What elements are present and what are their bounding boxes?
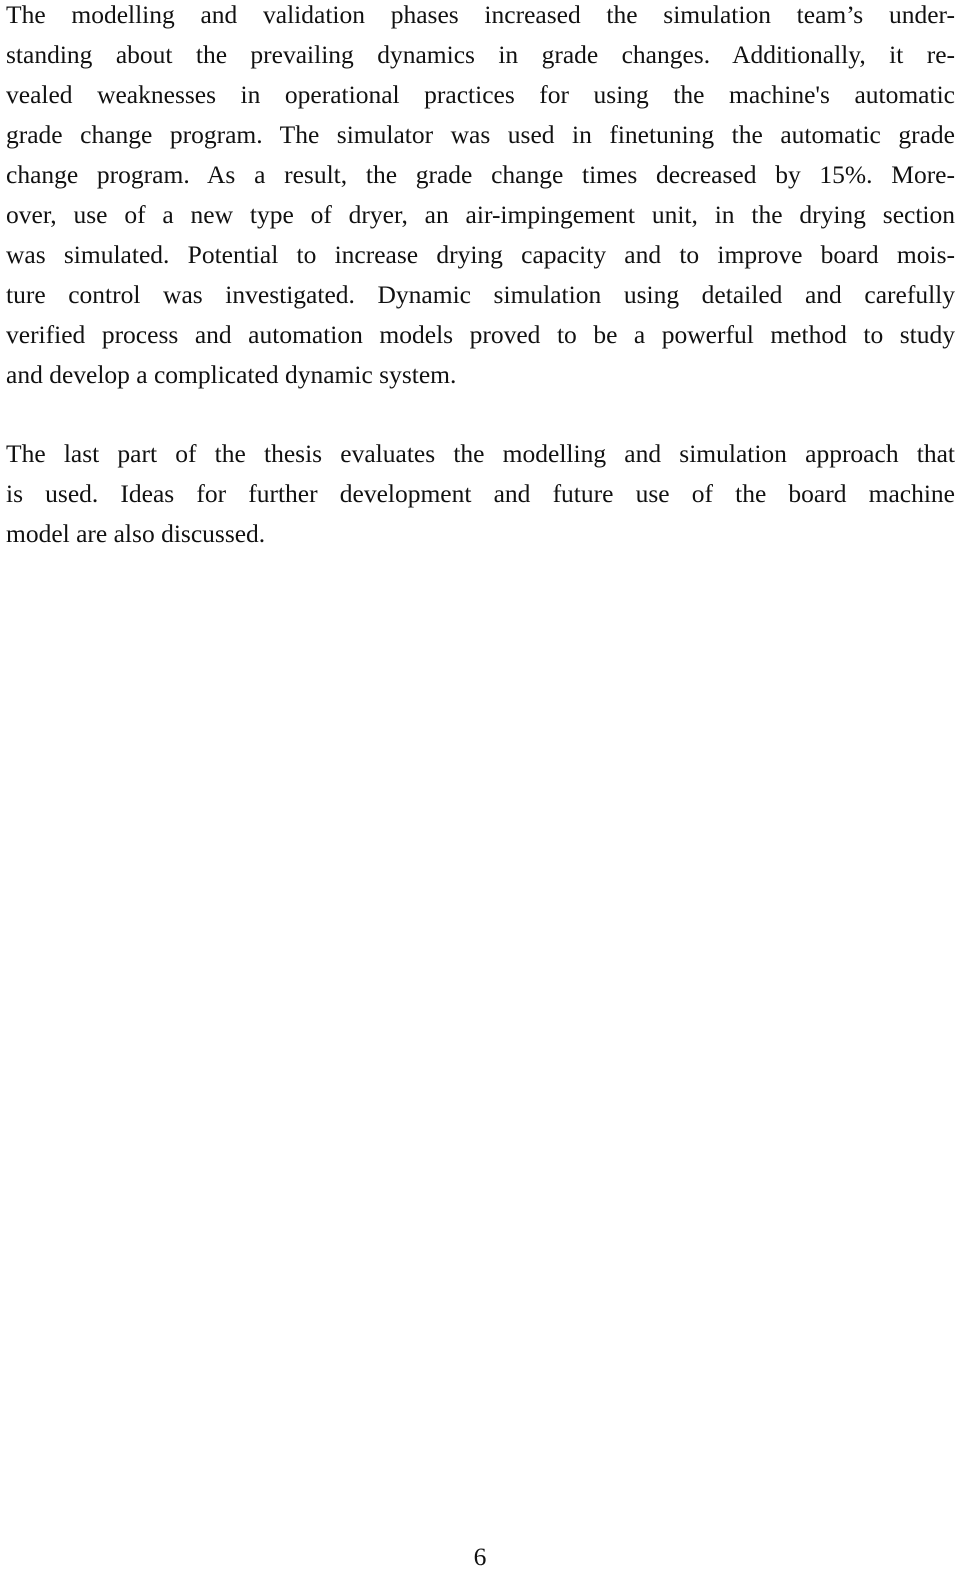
text-line: standing about the prevailing dynamics in grade changes. Additionally, it re- <box>6 40 955 69</box>
text-line: change program. As a result, the grade change times decreased by 15%. More- <box>6 160 955 189</box>
text-line: The modelling and validation phases increased the simulation team’s under- <box>6 0 955 29</box>
body-paragraph-2 <box>6 439 955 559</box>
text-line: vealed weaknesses in operational practices for using the machine's automatic <box>6 80 955 109</box>
text-line: The last part of the thesis evaluates the modelling and simulation approach that <box>6 439 955 468</box>
text-line: ture control was investigated. Dynamic simulation using detailed and carefully <box>6 280 955 309</box>
text-line: verified process and automation models proved to be a powerful method to study <box>6 320 955 349</box>
text-line: over, use of a new type of dryer, an air-impingement unit, in the drying section <box>6 200 955 229</box>
text-line: model are also discussed. <box>6 519 266 548</box>
text-line: grade change program. The simulator was used in finetuning the automatic grade <box>6 120 955 149</box>
body-paragraph-1 <box>6 0 955 400</box>
text-line: and develop a complicated dynamic system. <box>6 360 457 389</box>
page-number: 6 <box>473 1542 487 1571</box>
text-line: was simulated. Potential to increase drying capacity and to improve board mois- <box>6 240 955 269</box>
text-line: is used. Ideas for further development and future use of the board machine <box>6 479 955 508</box>
